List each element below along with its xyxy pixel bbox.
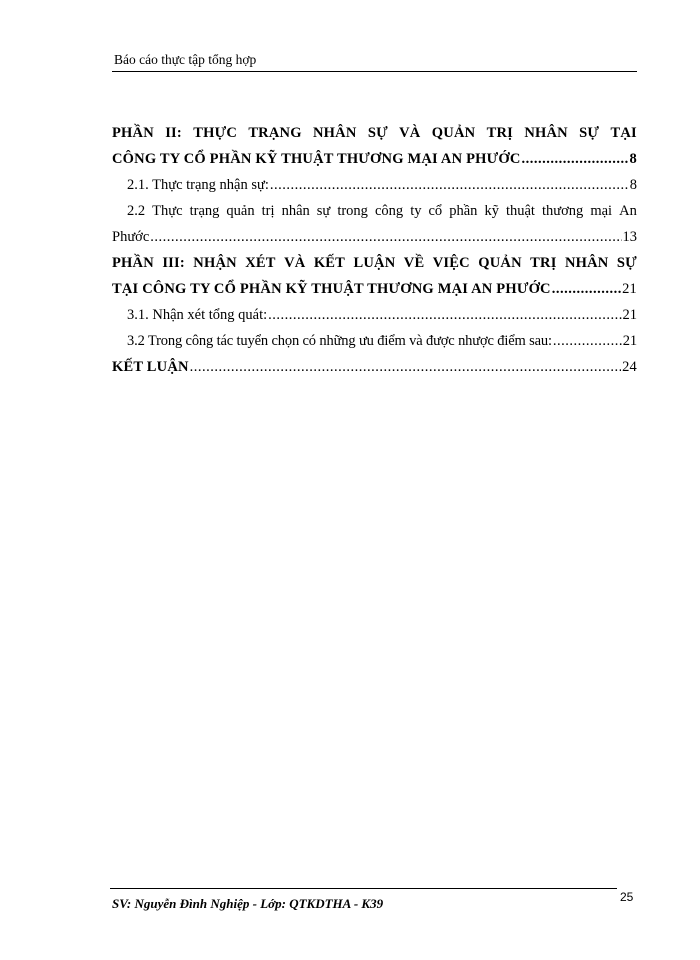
toc-word: mại [590,203,613,219]
toc-entry-text: CÔNG TY CỔ PHẦN KỸ THUẬT THƯƠNG MẠI AN PHƯỚC [112,151,521,167]
toc-word: VÀ [284,255,306,271]
running-header: Báo cáo thực tập tổng hợp [114,52,257,67]
toc-word: An [619,203,637,219]
toc-word: TẠI [610,125,637,141]
toc-page-number: 21 [622,333,637,349]
toc-page-number: 8 [629,151,637,167]
toc-leader-dots [553,328,622,354]
toc-part2-heading-line2[interactable] [112,146,637,172]
footer-student-info: SV: Nguyễn Đình Nghiệp - Lớp: QTKDTHA - K39 [112,896,384,911]
toc-page-number: 13 [622,229,637,245]
toc-part2-heading-line1 [112,120,637,146]
toc-word: LUẬN [353,255,396,271]
toc-word: phần [449,203,478,219]
toc-word: XÉT [245,255,276,271]
page-number: 25 [620,890,634,904]
toc-entry-text: 2.1. Thực trạng nhận sự: [127,177,269,193]
toc-word: SỰ [616,255,637,271]
toc-leader-dots [552,276,621,302]
toc-word: TRỊ [486,125,513,141]
toc-part3-heading-line1 [112,250,637,276]
toc-leader-dots [270,172,629,198]
toc-word: sự [316,203,331,219]
toc-page-number: 24 [622,359,637,375]
toc-entry-text: Phước [112,229,150,245]
toc-word: NHẬN [193,255,237,271]
toc-word: Thực [152,203,183,219]
toc-item-3-1[interactable] [112,302,637,328]
footer-rule [110,888,617,889]
toc-word: trạng [189,203,220,219]
toc-entry-text: 3.1. Nhận xét tổng quát: [127,307,268,323]
table-of-contents [112,120,637,380]
toc-word: QUẢN [431,125,476,141]
toc-word: VIỆC [432,255,470,271]
toc-word: kỹ [484,203,499,219]
toc-word: TRỊ [530,255,557,271]
toc-word: SỰ [367,125,388,141]
toc-word: trị [261,203,275,219]
toc-word: trong [337,203,368,219]
toc-word: NHÂN [524,125,568,141]
toc-word: II: [165,125,182,141]
toc-entry-text: TẠI CÔNG TY CỔ PHẦN KỸ THUẬT THƯƠNG MẠI AN PHƯỚC [112,281,551,297]
toc-part3-heading-line2[interactable] [112,276,637,302]
toc-word: quản [226,203,255,219]
toc-page-number: 21 [622,307,637,323]
toc-word: III: [162,255,185,271]
toc-word: VÀ [399,125,421,141]
toc-word: NHÂN [564,255,609,271]
toc-word: NHÂN [313,125,357,141]
toc-leader-dots [190,354,621,380]
toc-word: PHẦN [112,125,154,141]
toc-item-3-2[interactable] [112,328,637,354]
toc-word: KẾT [313,255,346,271]
toc-word: thương [542,203,584,219]
toc-entry-text: 3.2 Trong công tác tuyển chọn có những ưu điểm và được nhược điểm sau: [127,333,552,349]
toc-word: ty [410,203,422,219]
header-rule [112,71,637,72]
toc-entry-text: KẾT LUẬN [112,359,189,375]
toc-word: cổ [428,203,443,219]
toc-word: PHẦN [112,255,154,271]
toc-item-2-2-line2[interactable] [112,224,637,250]
toc-page-number: 8 [629,177,637,193]
toc-leader-dots [150,224,621,250]
toc-word: TRẠNG [248,125,302,141]
toc-leader-dots [268,302,621,328]
toc-word: SỰ [579,125,600,141]
toc-item-2-1[interactable] [112,172,637,198]
toc-item-2-2-line1 [112,198,637,224]
toc-word: nhân [281,203,310,219]
toc-word: 2.2 [127,203,146,219]
toc-word: công [374,203,404,219]
toc-word: QUẢN [478,255,522,271]
toc-word: THỰC [193,125,237,141]
toc-word: VỀ [403,255,425,271]
toc-word: thuật [505,203,535,219]
toc-leader-dots [522,146,629,172]
toc-conclusion[interactable] [112,354,637,380]
toc-page-number: 21 [622,281,637,297]
